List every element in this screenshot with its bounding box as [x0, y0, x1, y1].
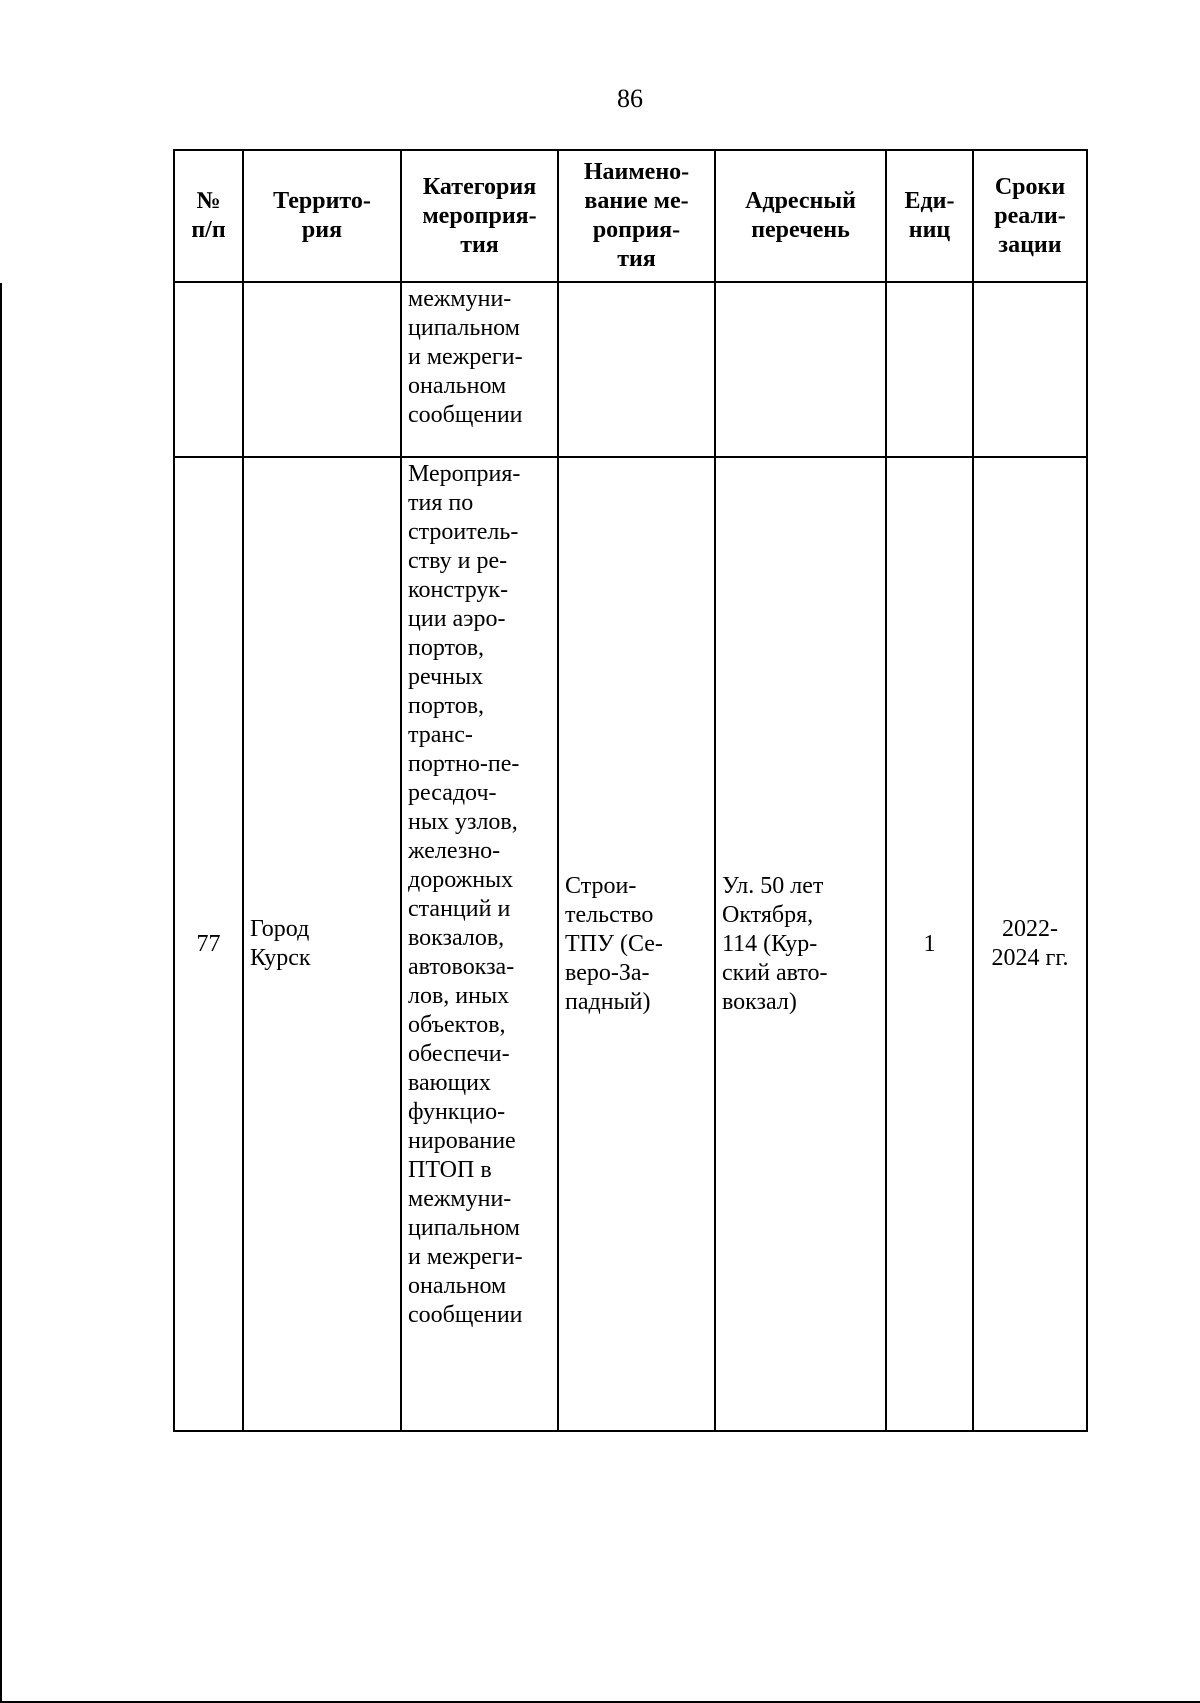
- header-territory: Террито- рия: [243, 150, 401, 282]
- cell-name: Строи- тельство ТПУ (Се- веро-За- падный): [558, 457, 715, 1431]
- header-name: Наимено- вание ме- роприя- тия: [558, 150, 715, 282]
- cell-num: 77: [174, 457, 243, 1431]
- table-header-row: [174, 150, 1087, 282]
- header-category: Категория мероприя- тия: [401, 150, 558, 282]
- cell-territory: [243, 282, 401, 457]
- cell-address: Ул. 50 лет Октября, 114 (Кур- ский авто- вокзал): [715, 457, 886, 1431]
- scan-edge-left: [0, 283, 2, 1703]
- cell-units: 1: [886, 457, 973, 1431]
- header-timeline: Сроки реали- зации: [973, 150, 1087, 282]
- header-num: № п/п: [174, 150, 243, 282]
- cell-num: [174, 282, 243, 457]
- cell-category: межмуни- ципальном и межреги- ональном сообщении: [401, 282, 558, 457]
- cell-category: Мероприя- тия по строитель- ству и ре- конструк- ции аэро- портов, речных портов, транс- портно-пе- ресадоч- ных узлов, железно- дорожных станций и вокзалов, автовокза- лов, иных объектов, обеспечи- вающих функцио- нирование ПТОП в межмуни- ципальном и межреги- ональном сообщении: [401, 457, 558, 1431]
- header-units: Еди- ниц: [886, 150, 973, 282]
- table-row: [174, 457, 1087, 1431]
- cell-timeline: [973, 282, 1087, 457]
- activities-table: [173, 149, 1088, 1432]
- cell-name: [558, 282, 715, 457]
- cell-timeline: 2022- 2024 гг.: [973, 457, 1087, 1431]
- cell-territory: Город Курск: [243, 457, 401, 1431]
- cell-address: [715, 282, 886, 457]
- header-address: Адресный перечень: [715, 150, 886, 282]
- table-row-continuation: [174, 282, 1087, 457]
- cell-units: [886, 282, 973, 457]
- page-number: 86: [617, 84, 643, 113]
